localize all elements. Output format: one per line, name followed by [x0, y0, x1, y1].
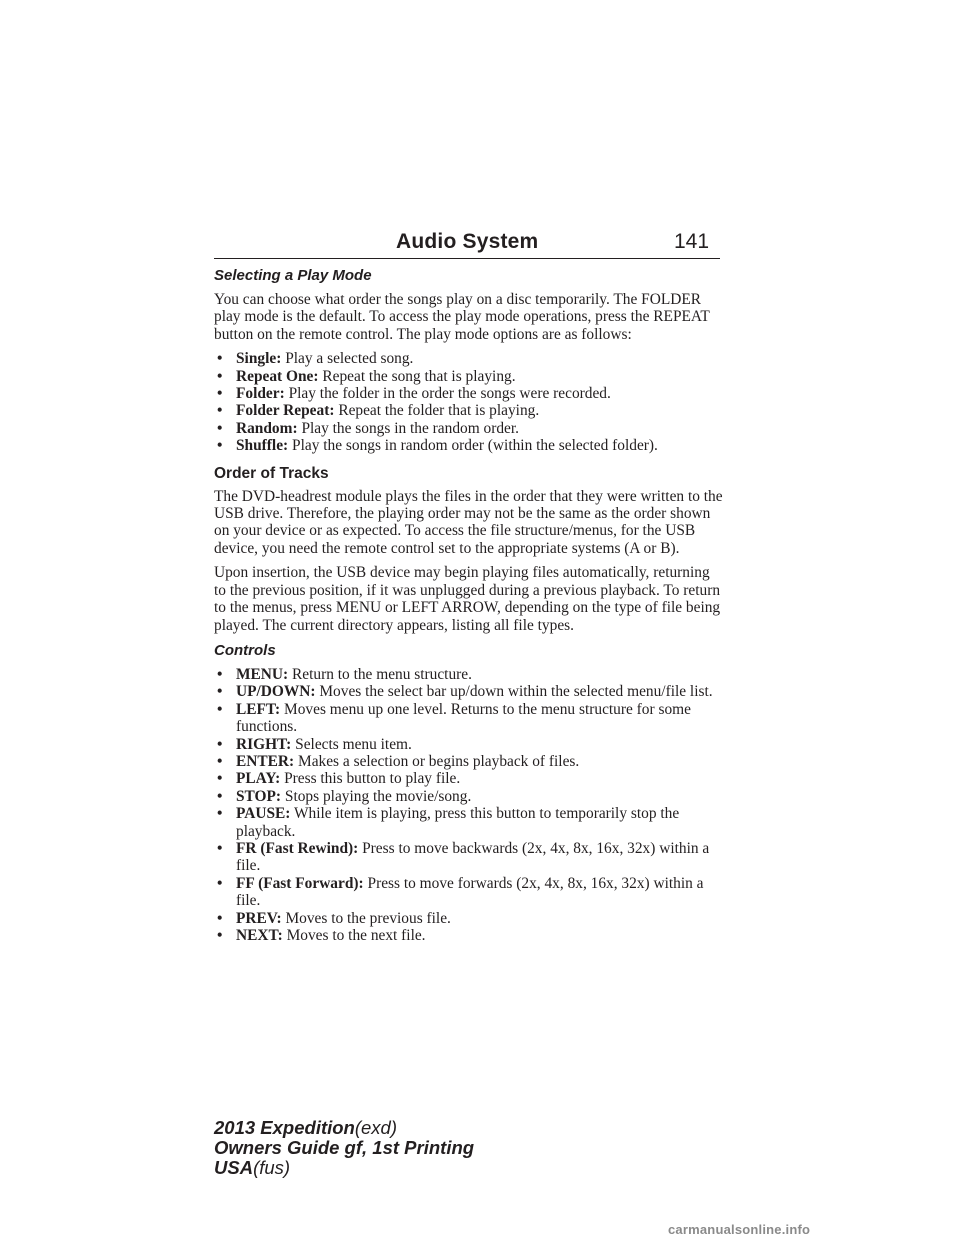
item-desc: Press to move forwards (2x, 4x, 8x, 16x, 32x) within a file.	[236, 874, 704, 910]
item-term: PLAY:	[236, 770, 281, 788]
bullet-icon: •	[217, 419, 223, 437]
footer-market-code: (fus)	[253, 1157, 291, 1178]
item-desc: Moves the select bar up/down within the selected menu/file list.	[319, 683, 713, 701]
list-item	[214, 437, 724, 454]
list-item	[214, 666, 724, 683]
bullet-icon: •	[217, 805, 223, 823]
bullet-icon: •	[217, 839, 223, 857]
list-item	[214, 788, 724, 805]
list-item	[214, 753, 724, 770]
item-term: PAUSE:	[236, 805, 291, 823]
footer-model: 2013 Expedition	[214, 1117, 355, 1138]
list-item	[214, 350, 724, 367]
order-of-tracks-paragraph-1: The DVD-headrest module plays the files in the order that they were written to the USB drive. Therefore, the playing order may not be the same as the order shown on your device or as expected. To access the file structure/menus, for the USB device, you need the remote control set to the appropriate systems (A or B).	[214, 487, 723, 557]
item-desc: Press to move backwards (2x, 4x, 8x, 16x, 32x) within a file.	[236, 839, 710, 875]
page-header-title: Audio System	[396, 230, 539, 253]
list-item	[214, 910, 724, 927]
item-term: Folder:	[236, 385, 285, 403]
page-content	[214, 266, 724, 953]
header-rule	[214, 258, 720, 259]
footer-market: USA	[214, 1157, 254, 1178]
item-desc: Play the songs in random order (within the selected folder).	[292, 437, 658, 455]
controls-list	[214, 666, 724, 945]
bullet-icon: •	[217, 367, 223, 385]
item-desc: Play the songs in the random order.	[301, 419, 520, 437]
bullet-icon: •	[217, 437, 223, 455]
item-desc: Play the folder in the order the songs were recorded.	[288, 385, 611, 403]
list-item	[214, 927, 724, 944]
bullet-icon: •	[217, 683, 223, 701]
footer-line-2	[214, 1138, 474, 1158]
list-item	[214, 385, 724, 402]
bullet-icon: •	[217, 752, 223, 770]
item-term: FF (Fast Forward):	[236, 874, 364, 892]
play-mode-intro: You can choose what order the songs play on a disc temporarily. The FOLDER play mode is the default. To access the play mode operations, press the REPEAT button on the remote control. The play mode options are as follows:	[214, 291, 710, 343]
item-desc: Press this button to play file.	[284, 770, 461, 788]
item-term: Repeat One:	[236, 367, 319, 385]
item-term: STOP:	[236, 787, 282, 805]
section-heading-play-mode: Selecting a Play Mode	[214, 267, 372, 284]
item-desc: Moves menu up one level. Returns to the menu structure for some functions.	[236, 700, 691, 736]
list-item	[214, 875, 724, 910]
bullet-icon: •	[217, 909, 223, 927]
item-desc: Makes a selection or begins playback of files.	[298, 752, 580, 770]
item-term: Single:	[236, 350, 282, 368]
bullet-icon: •	[217, 874, 223, 892]
item-term: Random:	[236, 419, 298, 437]
item-term: NEXT:	[236, 927, 283, 944]
bullet-icon: •	[217, 770, 223, 788]
footer-model-code: (exd)	[354, 1117, 398, 1138]
item-term: MENU:	[236, 665, 289, 683]
item-desc: While item is playing, press this button to temporarily stop the playback.	[236, 805, 680, 840]
play-mode-list	[214, 350, 724, 454]
print-info-footer	[214, 1118, 474, 1178]
bullet-icon: •	[217, 402, 223, 420]
item-desc: Stops playing the movie/song.	[284, 787, 472, 805]
item-term: LEFT:	[236, 700, 281, 718]
list-item	[214, 420, 724, 437]
item-term: Folder Repeat:	[236, 402, 335, 420]
list-item	[214, 683, 724, 700]
bullet-icon: •	[217, 735, 223, 753]
item-desc: Selects menu item.	[295, 735, 412, 753]
footer-line-1	[214, 1118, 474, 1138]
section-heading-order-of-tracks: Order of Tracks	[214, 464, 329, 482]
item-term: RIGHT:	[236, 735, 292, 753]
bullet-icon: •	[217, 787, 223, 805]
item-desc: Play a selected song.	[285, 350, 414, 368]
list-item	[214, 805, 724, 840]
list-item	[214, 402, 724, 419]
list-item	[214, 701, 724, 736]
site-watermark: carmanualsonline.info	[668, 1222, 811, 1237]
bullet-icon: •	[217, 927, 223, 944]
bullet-icon: •	[217, 700, 223, 718]
item-desc: Repeat the folder that is playing.	[338, 402, 540, 420]
list-item	[214, 736, 724, 753]
item-desc: Moves to the next file.	[286, 927, 426, 944]
item-term: FR (Fast Rewind):	[236, 839, 359, 857]
item-desc: Repeat the song that is playing.	[322, 367, 516, 385]
list-item	[214, 368, 724, 385]
footer-line-3	[214, 1158, 474, 1178]
bullet-icon: •	[217, 385, 223, 403]
section-heading-controls: Controls	[214, 641, 276, 659]
footer-printing: Owners Guide gf, 1st Printing	[214, 1137, 475, 1158]
item-term: ENTER:	[236, 752, 295, 770]
item-desc: Moves to the previous file.	[285, 909, 451, 927]
bullet-icon: •	[217, 350, 223, 368]
list-item	[214, 770, 724, 787]
item-term: Shuffle:	[236, 437, 289, 455]
item-term: UP/DOWN:	[236, 683, 316, 701]
order-of-tracks-paragraph-2: Upon insertion, the USB device may begin playing files automatically, returning to the previous position, if it was unplugged during a previous playback. To return to the menus, press MENU or LEFT ARROW, depending on the type of file being played. The current directory appears, listing all file types.	[214, 564, 721, 634]
bullet-icon: •	[217, 665, 223, 683]
item-term: PREV:	[236, 909, 282, 927]
item-desc: Return to the menu structure.	[292, 665, 472, 683]
page-number: 141	[674, 230, 710, 253]
list-item	[214, 840, 724, 875]
